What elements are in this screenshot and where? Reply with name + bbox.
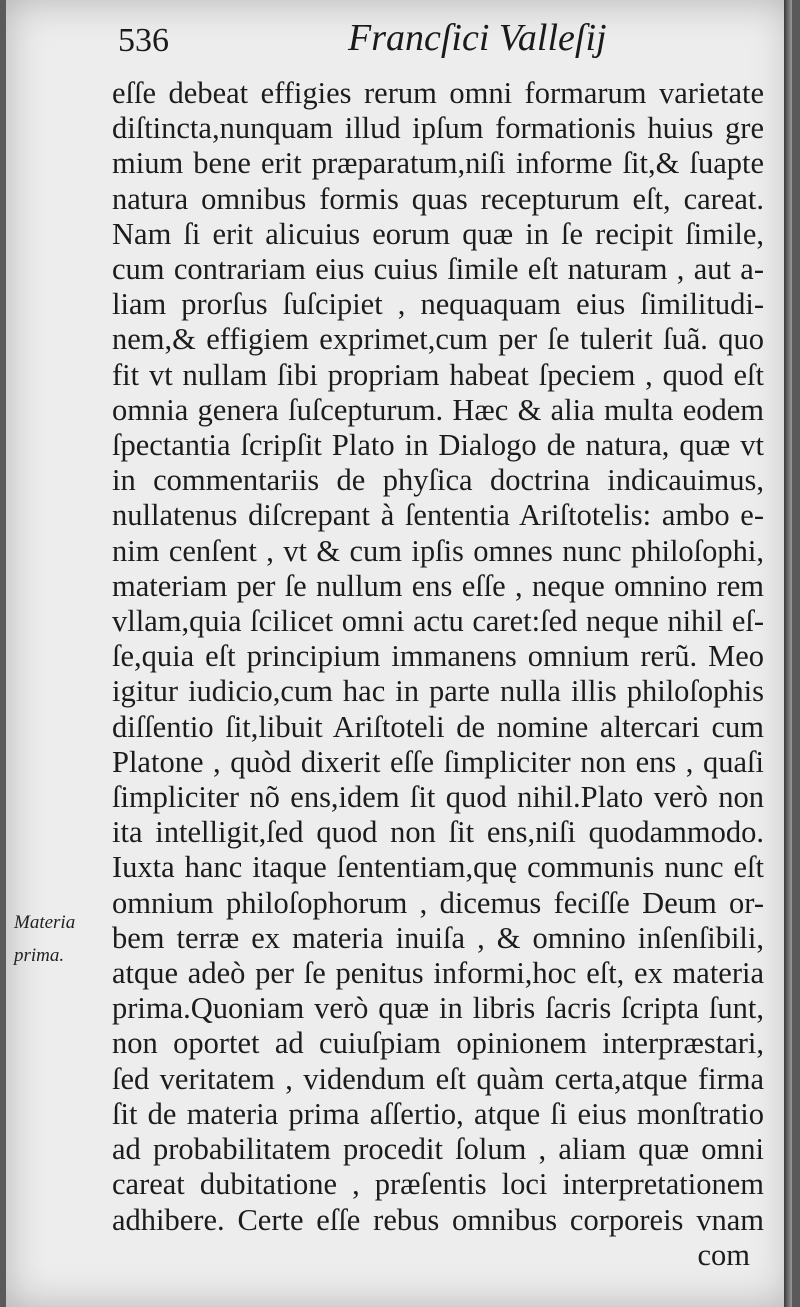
text-line: omnium philoſophorum , dicemus feciſſe Deum or- (112, 885, 764, 920)
text-line: fit vt nullam ſibi propriam habeat ſpeciem , quod eſt (112, 357, 764, 392)
text-line: Platone , quòd dixerit eſſe ſimpliciter non ens , quaſi (112, 744, 764, 779)
text-line: diſtincta,nunquam illud ipſum formationis huius gre (112, 111, 764, 146)
text-line: diſſentio ſit,libuit Ariſtoteli de nomine altercari cum (112, 709, 764, 744)
text-line: in commentariis de phyſica doctrina indicauimus, (112, 463, 764, 498)
text-line: ſe,quia eſt principium immanens omnium rerũ. Meo (112, 639, 764, 674)
text-line: nullatenus diſcrepant à ſententia Ariſtotelis: ambo e- (112, 498, 764, 533)
text-line: eſſe debeat effigies rerum omni formarum varietate (112, 76, 764, 110)
margin-note-line: prima. (14, 945, 65, 966)
text-line: Nam ſi erit alicuius eorum quæ in ſe recipit ſimile, (112, 216, 764, 251)
running-title: Francſici Valleſij (348, 17, 607, 59)
text-line: non oportet ad cuiuſpiam opinionem interpræstari, (112, 1026, 764, 1061)
text-line: natura omnibus formis quas recepturum eſt, careat. (112, 181, 764, 216)
book-page (6, 0, 792, 1307)
text-line: cum contrariam eius cuius ſimile eſt naturam , aut a- (112, 252, 764, 287)
text-line: prima.Quoniam verò quæ in libris ſacris ſcripta ſunt, (112, 991, 764, 1026)
text-line: omnia genera ſuſcepturum. Hæc & alia multa eodem (112, 392, 764, 427)
margin-note-line: Materia (14, 912, 76, 933)
text-line: ſed veritatem , videndum eſt quàm certa,atque firma (112, 1061, 764, 1096)
text-line: ſpectantia ſcripſit Plato in Dialogo de natura, quæ vt (112, 428, 764, 463)
page-number: 536 (118, 22, 169, 59)
text-line: ſit de materia prima aſſertio, atque ſi eius monſtratio (112, 1096, 764, 1131)
text-line: ad probabilitatem procedit ſolum , aliam quæ omni (112, 1132, 764, 1167)
text-line: bem terræ ex materia inuiſa , & omnino inſenſibili, (112, 920, 764, 955)
page-edge (784, 0, 792, 1307)
text-line: adhibere. Certe eſſe rebus omnibus corporeis vnam (112, 1202, 764, 1237)
text-line: vllam,quia ſcilicet omni actu caret:ſed neque nihil eſ- (112, 604, 764, 639)
text-line: nem,& effigiem exprimet,cum per ſe tulerit ſuã. quo (112, 322, 764, 357)
text-line: com (697, 1237, 750, 1272)
text-line: liam prorſus ſuſcipiet , nequaquam eius ſimilitudi- (112, 287, 764, 322)
text-line: Iuxta hanc itaque ſententiam,quę communis nunc eſt (112, 850, 764, 885)
margin-note (14, 906, 100, 972)
text-line: materiam per ſe nullum ens eſſe , neque omnino rem (112, 568, 764, 603)
text-line: ita intelligit,ſed quod non ſit ens,niſi quodammodo. (112, 815, 764, 850)
text-line: ſimpliciter nõ ens,idem ſit quod nihil.Plato verò non (112, 780, 764, 815)
page-header (118, 16, 758, 64)
text-line: careat dubitatione , præſentis loci interpretationem (112, 1167, 764, 1202)
text-line: atque adeò per ſe penitus informi,hoc eſt, ex materia (112, 956, 764, 991)
text-line: mium bene erit præparatum,niſi informe ſit,& ſuapte (112, 146, 764, 181)
body-text (112, 76, 764, 1273)
text-line: nim cenſent , vt & cum ipſis omnes nunc philoſophi, (112, 533, 764, 568)
text-line: igitur iudicio,cum hac in parte nulla illis philoſophis (112, 674, 764, 709)
